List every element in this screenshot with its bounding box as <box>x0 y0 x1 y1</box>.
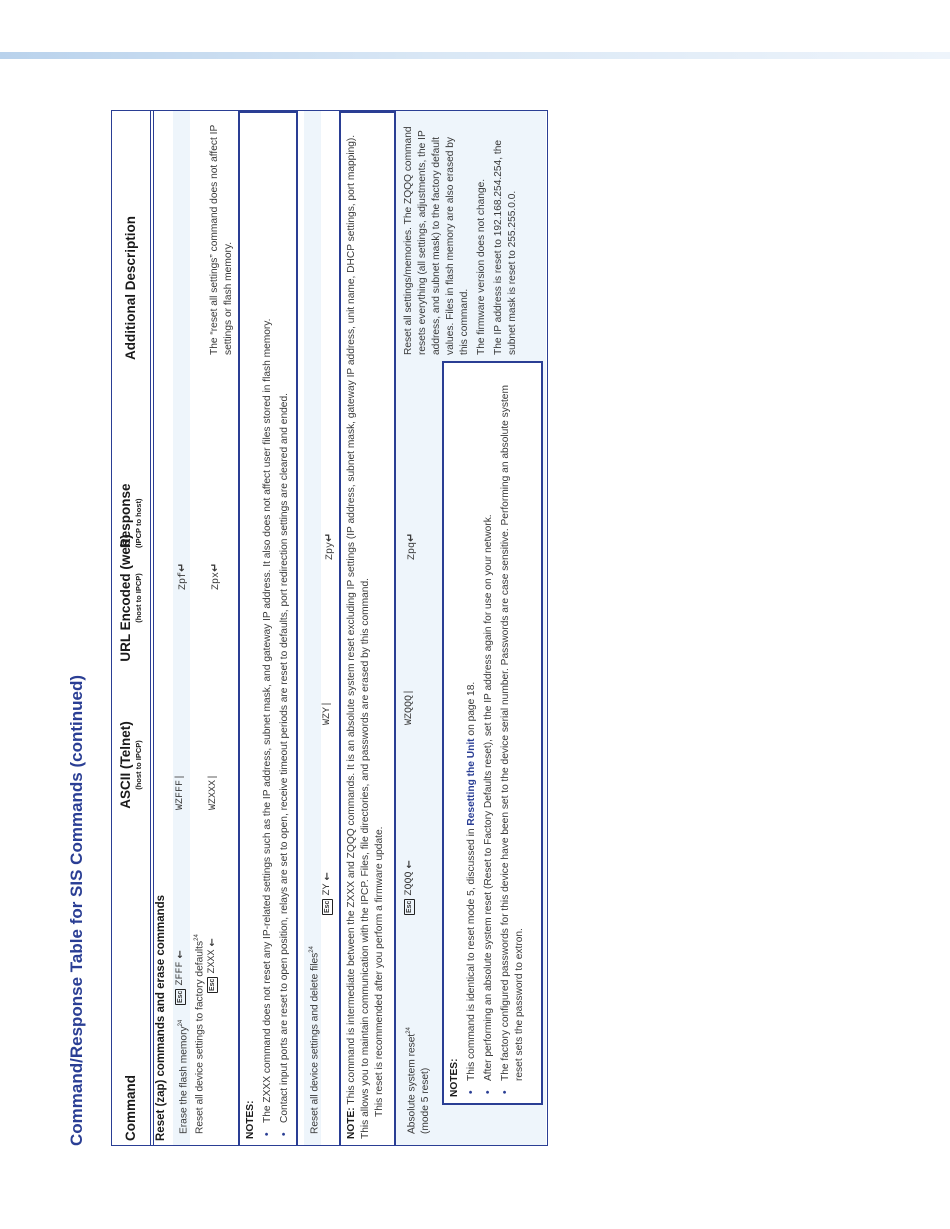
esc-key-icon: Esc <box>324 900 331 913</box>
header-url-sub: (host to IPCP) <box>133 573 143 623</box>
notes-list <box>465 369 527 1097</box>
note-text: The factory configured passwords for this device have been set to the device serial number. Passwords are case sensitive. Performing an absolute system reset sets the password to extron. <box>500 385 525 1081</box>
bullet-icon: • <box>466 1090 477 1094</box>
ascii-code: ZFFF <box>175 961 186 986</box>
enter-arrow-icon: ← <box>404 860 415 869</box>
url-absolute-reset: WZQQQ| <box>404 688 415 725</box>
footnote-ref: 24 <box>406 1027 412 1034</box>
note-text: Contact input ports are reset to open position, relays are set to open, receive timeout periods are reset to defaults, port redirection settings are cleared and ended. <box>279 393 290 1123</box>
description-absolute-reset <box>402 119 520 355</box>
notes-list <box>261 119 292 1139</box>
note-text: After performing an absolute system reset (Reset to Factory Defaults reset), set the IP address again for use on your network. <box>483 514 494 1081</box>
esc-key-icon: Esc <box>177 990 184 1003</box>
command-erase-flash <box>174 1020 191 1134</box>
ascii-reset-delete <box>322 872 333 915</box>
note-bullet <box>278 119 292 1139</box>
command-text: Reset all device settings and delete files <box>309 952 321 1134</box>
resetting-the-unit-link[interactable]: Resetting the Unit <box>466 738 477 826</box>
bullet-icon: • <box>262 1132 273 1136</box>
response-reset-defaults <box>208 563 222 590</box>
note-text: The ZXXX command does not reset any IP-related settings such as the IP address, subnet mask, and gateway IP address. It also does not affect user files stored in flash memory. <box>262 318 273 1123</box>
ascii-code: ZQQQ <box>404 871 415 896</box>
note-bullet <box>465 369 479 1097</box>
header-response-sub: (IPCP to host) <box>133 498 143 548</box>
enter-arrow-icon: ← <box>207 938 218 947</box>
command-text: Reset all device settings to factory defaults <box>194 940 206 1134</box>
note-text: on page 18. <box>466 681 477 736</box>
header-rule <box>150 111 151 1145</box>
sis-command-table <box>111 110 548 1146</box>
enter-arrow-icon: ← <box>175 950 186 959</box>
note-text-line2: This reset is recommended after you perform a firmware update. <box>374 826 385 1117</box>
bullet-icon: • <box>500 1090 511 1094</box>
notes-box-zqqq <box>442 361 543 1105</box>
header-rule-thin <box>153 111 154 1145</box>
bullet-icon: • <box>279 1132 290 1136</box>
command-reset-defaults <box>190 934 207 1134</box>
response-code: Zpx <box>211 571 222 590</box>
command-reset-delete <box>305 946 322 1134</box>
table-row-erase-flash <box>173 111 190 1145</box>
footnote-ref: 24 <box>309 946 315 953</box>
header-description-label: Additional Description <box>122 215 138 360</box>
header-command-label: Command <box>122 1074 138 1141</box>
ascii-code: ZXXX <box>207 949 218 974</box>
description-paragraph: Reset all settings/memories. The ZQQQ command resets everything (all settings, adjustments, the IP address, and subnet mask) to the factory default values. Files in flash memory are also erased by this command. <box>403 126 470 355</box>
url-erase-flash: WZFFF| <box>175 773 186 810</box>
return-icon: ↵ <box>404 532 417 542</box>
header-description <box>112 216 148 360</box>
header-ascii <box>112 705 148 825</box>
header-response-label: Response <box>117 483 133 548</box>
response-reset-delete <box>322 533 336 560</box>
note-box-zy <box>339 111 396 1146</box>
header-ascii-sub: (host to IPCP) <box>133 740 143 790</box>
response-absolute-reset <box>404 533 418 560</box>
note-bullet <box>482 369 496 1097</box>
notes-label: NOTES: <box>245 1100 256 1139</box>
note-text: This command is identical to reset mode 5, discussed in <box>466 828 477 1081</box>
ascii-erase-flash <box>175 950 186 1005</box>
notes-box-zxxx <box>238 111 298 1146</box>
footnote-ref: 24 <box>194 934 200 941</box>
enter-arrow-icon: ← <box>322 872 333 881</box>
description-paragraph: The firmware version does not change. <box>476 178 487 355</box>
note-text: This command is intermediate between the ZXXX and ZQQQ commands. It is an absolute system reset excluding IP settings (IP address, subnet mask, gateway IP address, unit name, DHCP settings, port mapping). This allows you to maintain communication with the IPCP. Files, file directories, and passwords are erased by this command. <box>346 134 371 1139</box>
table-row-reset-defaults <box>190 111 238 1145</box>
response-code: Zpy <box>325 541 336 560</box>
ascii-reset-defaults <box>207 938 218 993</box>
note-bullet <box>261 119 275 1139</box>
return-icon: ↵ <box>175 562 188 572</box>
header-ascii-label: ASCII (Telnet) <box>117 721 133 809</box>
command-text: Absolute system reset <box>406 1033 418 1134</box>
ascii-absolute-reset <box>404 860 415 915</box>
footnote-ref: 24 <box>178 1019 184 1027</box>
notes-label: NOTES: <box>449 1058 460 1097</box>
return-icon: ↵ <box>208 562 221 572</box>
description-reset-defaults: The “reset all settings” command does not affect IP settings or flash memory. <box>209 124 234 355</box>
return-icon: ↵ <box>322 532 335 542</box>
response-code: Zpf <box>178 571 189 590</box>
header-response <box>112 483 148 548</box>
header-ascii-wrap <box>112 997 148 1145</box>
header-url-label: URL Encoded (web) <box>117 534 133 662</box>
rotated-page-content <box>67 110 549 1146</box>
table-row-reset-delete <box>304 111 340 1145</box>
note-bullet <box>499 369 527 1097</box>
command-text: Erase the flash memory <box>178 1026 190 1134</box>
response-code: Zpq <box>407 541 418 560</box>
response-erase-flash <box>175 563 189 590</box>
page-title: Command/Response Table for SIS Commands (continued) <box>67 674 86 1146</box>
note-label: NOTE: <box>346 1107 357 1139</box>
description-paragraph: The IP address is reset to 192.168.254.254, the subnet mask is reset to 255.255.0.0. <box>493 139 518 355</box>
ascii-code: ZY <box>322 883 333 896</box>
url-reset-defaults: WZXXX| <box>208 773 219 810</box>
section-heading: Reset (zap) commands and erase commands <box>155 894 167 1141</box>
command-absolute-reset <box>402 1027 433 1134</box>
bullet-icon: • <box>483 1090 494 1094</box>
url-reset-delete: WZY| <box>322 700 333 725</box>
esc-key-icon: Esc <box>209 978 216 991</box>
command-subtext: (mode 5 reset) <box>420 1067 432 1134</box>
header-color-band <box>0 52 950 59</box>
esc-key-icon: Esc <box>406 900 413 913</box>
